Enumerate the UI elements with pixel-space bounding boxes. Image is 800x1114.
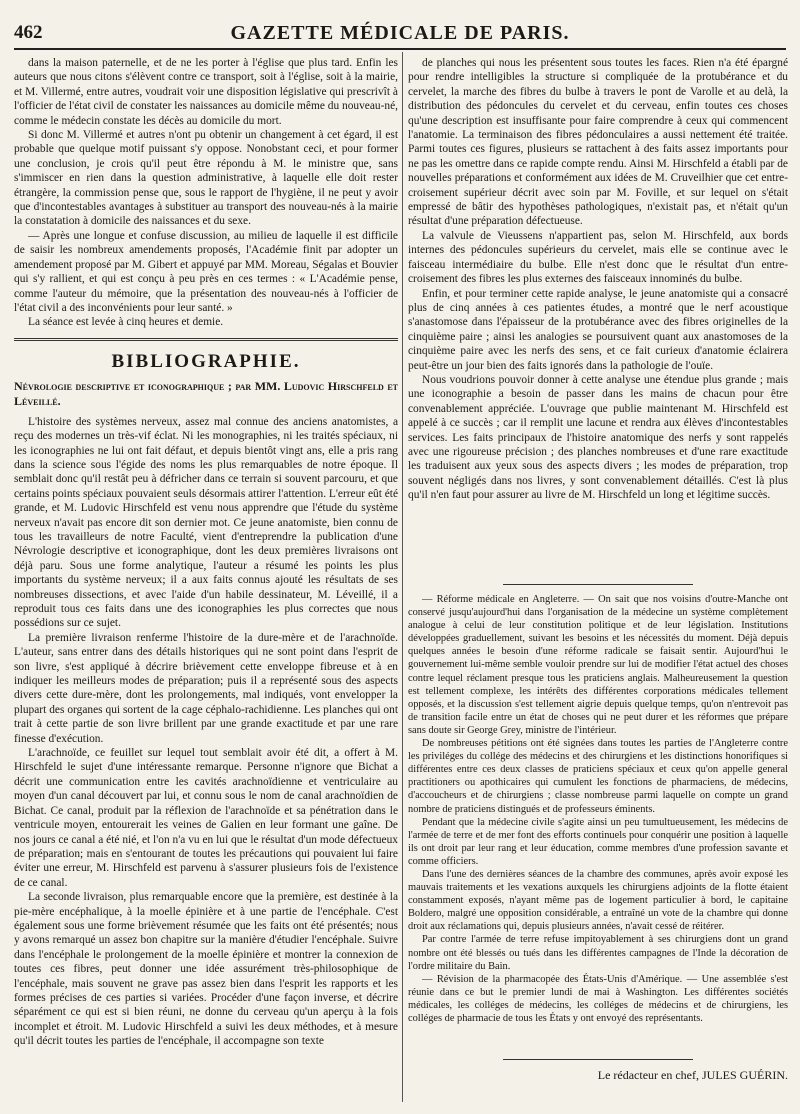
- editor-signature: Le rédacteur en chef, JULES GUÉRIN.: [597, 1068, 788, 1082]
- paragraph: La première livraison renferme l'histoire de la dure-mère et de l'arachnoïde. L'auteur, sans entrer dans des détails historiques qui ne sont point dans l'esprit de son livre, s'est appliqué à décrire brièvement cette enveloppe fibreuse et à en indiquer les meilleurs modes de préparation; puis il a représenté sous des aspects divers cette dure-mère, dont les prolongements, mal indiqués, vont envelopper la plupart des organes qui sortent de la cage céphalo-rachidienne. Les planches qui ont trait à cette partie de son livre brillent par une grande exactitude et par une rare finesse d'exécution.: [14, 631, 398, 745]
- paragraph: La séance est levée à cinq heures et demie.: [28, 316, 224, 329]
- paragraph: — Révision de la pharmacopée des États-Unis d'Amérique. — Une assemblée s'est réunie dans ce but le premier lundi de mai à Washington. Les différentes sociétés médicales, les colléges de médecins, les colléges de médecins et de chirurgiens, les colléges de pharmacie de tous les États y ont envoyé des représentants.: [408, 973, 788, 1024]
- paragraph: Si donc M. Villermé et autres n'ont pu obtenir un changement à cet égard, il est probable que quelque motif puissant s'y oppose. Nonobstant ceci, et pour former une conclusion, je crois qu'il peut être répondu à M. le ministre que, sans s'immiscer en rien dans la question administrative, à laquelle elle doit rester étrangère, la commission pense que, sous le rapport de l'hygiène, il ne peut y avoir que d'incontestables avantages à substituer au transport des nouveau-nés à la mairie la constatation à domicile des naissances et du sexe.: [14, 129, 398, 228]
- column-divider: [402, 52, 403, 1102]
- section-title: BIBLIOGRAPHIE.: [111, 350, 301, 372]
- paragraph: Enfin, et pour terminer cette rapide analyse, le jeune anatomiste qui a consacré plus de cinq années à ces patientes études, a montré que le nerf acoustique s'anastomose dans l'épaisseur de la protubérance avec des fibres originelles de la cinquième paire ; ainsi les analogies se poursuivent quant aux anastomoses de la cinquième paire avec les nerfs des sens, et ce fait curieux d'anatomie éclairera peut-être un jour bien des faits ignorés dans la pathologie de l'ouïe.: [408, 287, 788, 372]
- section-divider: [14, 338, 398, 341]
- journal-title: GAZETTE MÉDICALE DE PARIS.: [230, 22, 570, 44]
- news-section: [408, 593, 788, 1051]
- paragraph: — Réforme médicale en Angleterre. — On sait que nos voisins d'outre-Manche ont conservé jusqu'aujourd'hui dans l'organisation de la médecine un système complètement analogue à celui de leur constitution politique et de leur législation. Institutions développées graduellement, suivant les besoins et les nécessités du moment. Déjà depuis quelques années le besoin d'une réforme radicale se faisait sentir. Aujourd'hui le gouvernement lui-même semble vouloir prendre sur lui de modifier l'état actuel des choses contre lequel réclament presque tous les praticiens anglais. Malheureusement la question est tellement complexe, les intérêts des différentes corporations médicales tellement opposés, et la discussion s'est tellement aigrie depuis quelque temps, qu'on n'entrevoit pas de transition facile entre un état de choses qui ne peut durer et les réformes que prépare sans doute sir George Grey, ministre de l'intérieur.: [408, 594, 788, 736]
- paragraph: de planches qui nous les présentent sous toutes les faces. Rien n'a été épargné pour rendre intelligibles la structure si compliquée de la protubérance et du cervelet, la marche des fibres du bulbe à travers le pont de Varolle et au delà, la distribution des pédoncules du cervelet et du cerveau, enfin toutes ces choses qu'une description est insuffisante pour faire comprendre à ceux qui commencent l'anatomie. La terminaison des fibres pédonculaires a aussi nettement été traitée. Parmi toutes ces figures, plusieurs se rattachent à des faits assez importants pour ne pas les omettre dans ce rapide compte rendu. Ainsi M. Hirschfeld a établi par de nouvelles préparations et conformément aux idées de M. Cruveilhier que cet entre-croisement supérieur décrit avec soin par M. Foville, et sur lequel on s'était empressé de bâtir des hypothèses pathologiques, n'existait pas, et n'était qu'un résultat d'une préparation défectueuse.: [408, 57, 788, 228]
- paragraph: — Après une longue et confuse discussion, au milieu de laquelle il est difficile de saisir les nombreux amendements proposés, l'Académie finit par adopter un amendement proposé par M. Gibert et appuyé par MM. Moreau, Ségalas et Bouvier qui s'y rallient, et qui est conçu à peu près en ces termes : « L'Académie pense, comme l'auteur du mémoire, que la présentation des nouveau-nés à l'officier de l'état civil a des inconvénients pour leur santé. »: [14, 229, 398, 314]
- left-column: [14, 56, 398, 1106]
- page-header: [14, 18, 786, 50]
- paragraph: dans la maison paternelle, et de ne les porter à l'église que plus tard. Enfin les auteurs que nous citons s'élèvent contre ce transport, soit à l'église, soit à la mairie, et M. Villermé, entre autres, voudrait voir une disposition législative qui prescrivît à l'officier de l'état civil de constater les naissances au domicile même du nouveau-né, comme le médecin constate les décès au domicile du mort.: [14, 57, 398, 127]
- paragraph: Nous voudrions pouvoir donner à cette analyse une étendue plus grande ; mais une iconographie a besoin de passer dans les mains de chacun pour être convenablement appréciée. L'ouvrage que publie maintenant M. Hirschfeld est appelé à ce succès ; car il remplit une lacune et rendra aux élèves d'incontestables services. Les faits principaux de l'histoire anatomique des nerfs y sont rappelés avec une rigoureuse précision ; des planches nombreuses et d'une rare exactitude les traduisent aux yeux sous des aspects divers ; les modes de préparation, trop souvent négligés dans nos livres, y sont convenablement détaillés. C'est là plus qu'il n'en faut pour assurer au livre de M. Hirschfeld un long et légitime succès.: [408, 373, 788, 502]
- review-heading: Névrologie descriptive et iconographique ; par MM. Ludovic Hirschfeld et Léveillé.: [14, 378, 398, 408]
- paragraph: La seconde livraison, plus remarquable encore que la première, est destinée à la pie-mère encéphalique, à la moelle épinière et à une partie de l'encéphale. C'est également sous une forme brièvement résumée que les faits ont été présentés; nous y avons remarqué un assez bon chapitre sur la manière d'étudier l'encéphale. Suivre dans l'encéphale le prolongement de la moelle épinière et montrer la connexion de toutes ces fibres, peut donner une idée assurément très-philosophique de l'encéphale, mais souvent ne grave pas assez bien dans l'esprit les rapports et les formes précises de ces parties si variées. Procéder d'une façon inverse, et décrire séparément ce qui est si bien réuni, ne donne du cerveau qu'un aperçu à la fois incomplet et étroit. M. Ludovic Hirschfeld a suivi les deux méthodes, et à mesure qu'il décrit toutes les parties de l'encéphale, il accompagne son texte: [14, 891, 398, 1048]
- short-divider: [503, 1059, 693, 1060]
- paragraph: L'histoire des systèmes nerveux, assez mal connue des anciens anatomistes, a reçu des modernes un très-vif éclat. Ni les monographies, ni les traités spéciaux, ni les iconographies ne lui ont fait défaut, et depuis bientôt vingt ans, elle a pris rang dans la science sous l'égide des noms les plus remarquables de notre époque. Il semblait donc qu'il restât peu à défricher dans ce terrain si souvent parcouru, et que certains points spéciaux pouvaient seuls désormais attirer l'attention. L'erreur eût été grande, et M. Ludovic Hirschfeld est venu nous apprendre que l'étude du système nerveux n'avait pas encore dit son dernier mot. Ce jeune anatomiste, bien connu de tous les travailleurs de notre Faculté, vient d'entreprendre la publication d'une Névrologie descriptive et iconographique, dont les deux premières livraisons ont déjà paru. Sous une forme analytique, l'auteur a résumé les points les plus importants du système nerveux; il a aux faits connus ajouté les résultats de ses nombreuses dissections, et avec l'aide d'un habile dessinateur, M. Léveillé, il a reproduit tous ces faits dans une des iconographies les plus correctes que nous possédions sur ce sujet.: [14, 415, 398, 630]
- short-divider: [503, 584, 693, 585]
- paragraph: Par contre l'armée de terre refuse impitoyablement à ses chirurgiens dont un grand nombre ont été blessés ou tués dans les différentes campagnes de l'Inde la décoration de l'ordre militaire du Bain.: [408, 934, 788, 972]
- right-column: [408, 56, 788, 1106]
- page-number: 462: [14, 22, 43, 43]
- paragraph: La valvule de Vieussens n'appartient pas, selon M. Hirschfeld, aux bords internes des pédoncules supérieurs du cervelet, mais elle se continue avec le faisceau intermédiaire du bulbe. Elle n'est donc que le résultat d'un entre-croisement des fibres les plus externes des faisceaux innominés du bulbe.: [408, 229, 788, 286]
- paragraph: L'arachnoïde, ce feuillet sur lequel tout semblait avoir été dit, a offert à M. Hirschfeld le sujet d'une intéressante remarque. Personne n'ignore que Bichat a décrit une communication entre les cavités arachnoïdienne et ventriculaire au moyen d'un canal découvert par lui, et connu sous le nom de canal arachnoïdien de Bichat. Ce canal, produit par la réflexion de l'arachnoïde et sa pénétration dans le ventricule moyen, entourerait les veines de Galien en leur formant une gaîne. De nos jours ce canal a été nié, et l'on n'a vu en lui que le résultat d'un mode défectueux de préparation; mais en s'entourant de toutes les précautions qui pouvaient lui faire éviter une erreur, M. Hirschfeld est parvenu à s'assurer plusieurs fois de l'existence de ce canal.: [14, 747, 398, 889]
- review-continuation: [408, 56, 788, 576]
- paragraph: Dans l'une des dernières séances de la chambre des communes, après avoir exposé les mauvais traitements et les vexations auxquels les chirurgiens adjoints de la flotte étaient constamment exposés, n'ayant même pas de logement particulier à bord, le capitaine Boldero, malgré une opposition considérable, a entraîné un vote de la chambre qui donne droit aux réclamations qui, depuis plusieurs années, n'avait cessé de réitérer.: [408, 868, 788, 933]
- paragraph: Pendant que la médecine civile s'agite ainsi un peu tumultueusement, les médecins de l'armée de terre et de mer font des efforts continuels pour conquérir une position à laquelle ils ont droit par leur rang et leur éducation, comme membres d'une profession savante et comme officiers.: [408, 816, 788, 867]
- paragraph: De nombreuses pétitions ont été signées dans toutes les parties de l'Angleterre contre les priviléges du collége des médecins et des chirurgiens et les distinctions honorifiques si différentes entre ces deux classes de praticiens spéciaux et ceux qu'on appelle general practitioners ou apothicaires qui cumulent les fonctions de pharmaciens, de médecins, d'accoucheurs et de chirurgiens ; classe nombreuse parmi laquelle on compte un grand nombre de praticiens distingués et de professeurs éminents.: [408, 738, 788, 815]
